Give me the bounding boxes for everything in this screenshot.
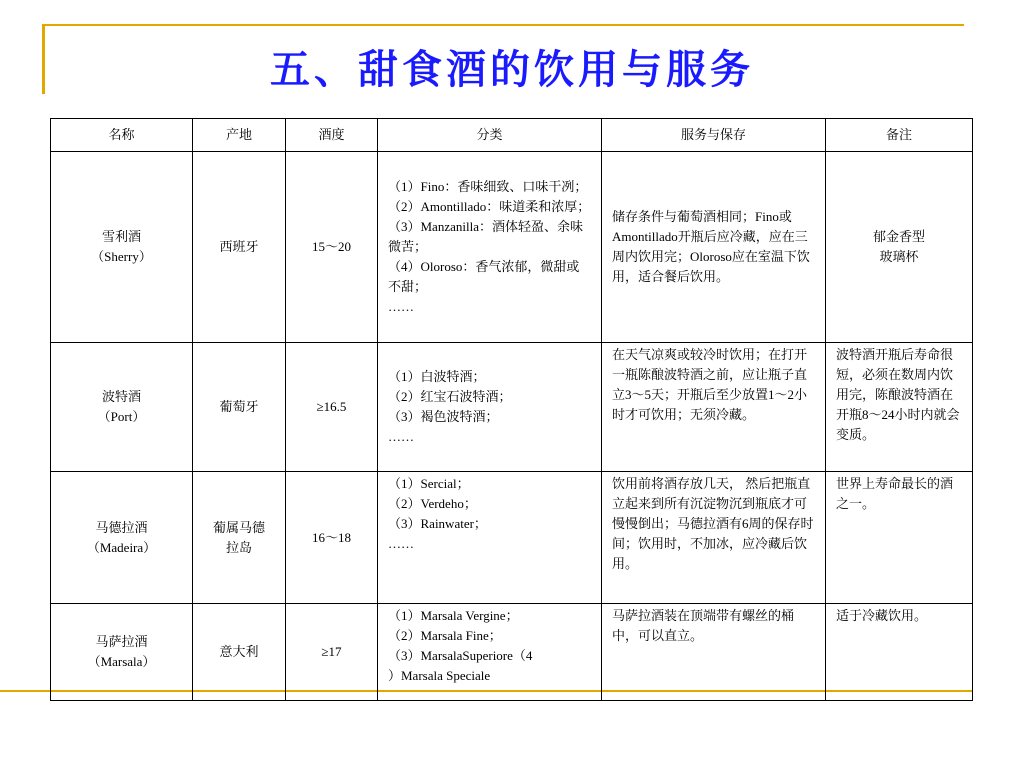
page-title: 五、甜食酒的饮用与服务 [270, 46, 754, 93]
cell-line: （2）Amontillado：味道柔和浓厚； [388, 199, 591, 214]
table-row [51, 604, 973, 701]
header-notes: 备注 [826, 119, 973, 152]
cell-line: 西班牙 [219, 239, 259, 254]
cell-line: 饮用前将酒存放几天， 然后把瓶直立起来到所有沉淀物沉到瓶底才可慢慢倒出；马德拉酒有6周的保存时间；饮用时，不加冰，应冷藏后饮用。 [612, 476, 814, 571]
cell-line: 雪利酒 [101, 229, 141, 244]
cell-line: 世界上寿命最长的酒之一。 [836, 476, 954, 511]
cell-line: （3）褐色波特酒； [388, 409, 499, 424]
cell-notes [826, 343, 973, 472]
cell-name [51, 152, 193, 343]
accent-top-line [42, 24, 964, 26]
table-row [51, 343, 973, 472]
cell-line: （3）Rainwater； [388, 516, 487, 531]
cell-line: （3）Manzanilla：酒体轻盈、余味微苦； [388, 219, 583, 254]
cell-line: （Marsala） [87, 654, 156, 669]
cell-service [602, 472, 826, 604]
cell-line: 马德拉酒 [95, 519, 148, 535]
cell-line: …… [388, 536, 414, 551]
cell-types [378, 343, 602, 472]
cell-line: 郁金香型 [872, 229, 925, 244]
cell-line: 葡属马德 [212, 519, 265, 535]
cell-service [602, 343, 826, 472]
cell-line: （Madeira） [86, 539, 157, 555]
cell-types [378, 152, 602, 343]
cell-notes [826, 472, 973, 604]
cell-notes [826, 152, 973, 343]
cell-line: 储存条件与葡萄酒相同；Fino或Amontillado开瓶后应冷藏，应在三周内饮用完；Oloroso应在室温下饮用，适合餐后饮用。 [612, 209, 810, 284]
cell-service [602, 152, 826, 343]
cell-line: 在天气凉爽或较冷时饮用；在打开一瓶陈酿波特酒之前，应让瓶子直立3～5天；开瓶后至少放置1～2小时才可饮用；无须冷藏。 [612, 347, 808, 422]
cell-line: ）Marsala Speciale [388, 668, 491, 683]
header-name: 名称 [51, 119, 193, 152]
cell-line: （Sherry） [91, 249, 152, 264]
cell-types [378, 472, 602, 604]
cell-line: （1）Sercial； [388, 476, 470, 491]
cell-line: （2）Marsala Fine； [388, 628, 502, 643]
cell-line: 玻璃杯 [879, 249, 919, 264]
cell-line: …… [388, 299, 414, 314]
cell-line: …… [388, 429, 414, 444]
cell-line: 马萨拉酒装在顶端带有螺丝的桶中，可以直立。 [612, 608, 795, 643]
cell-origin [193, 472, 286, 604]
header-abv: 酒度 [286, 119, 378, 152]
header-types: 分类 [378, 119, 602, 152]
cell-notes [826, 604, 973, 701]
cell-abv: ≥17 [286, 604, 378, 701]
cell-origin [193, 152, 286, 343]
cell-line: 适于冷藏饮用。 [836, 608, 928, 623]
wine-table [50, 118, 973, 701]
cell-line: （2）红宝石波特酒； [388, 389, 512, 404]
cell-line: （4）Oloroso：香气浓郁，微甜或不甜； [388, 259, 580, 294]
cell-line: （2）Verdeho； [388, 496, 477, 511]
cell-line: 波特酒 [101, 389, 141, 404]
cell-line: （3）MarsalaSuperiore（4 [388, 648, 533, 663]
cell-line: （Port） [97, 409, 146, 424]
cell-line: 意大利 [219, 644, 259, 659]
cell-line: 波特酒开瓶后寿命很短，必须在数周内饮用完，陈酿波特酒在开瓶8～24小时内就会变质。 [836, 347, 960, 442]
cell-line: （1）Marsala Vergine； [388, 608, 519, 623]
cell-line: 葡萄牙 [219, 399, 259, 414]
table-row [51, 472, 973, 604]
cell-line: （1）Fino：香味细致、口味干冽； [388, 179, 588, 194]
cell-name [51, 343, 193, 472]
header-origin: 产地 [193, 119, 286, 152]
cell-name [51, 604, 193, 701]
cell-service [602, 604, 826, 701]
cell-origin [193, 343, 286, 472]
cell-abv: ≥16.5 [286, 343, 378, 472]
table-row [51, 152, 973, 343]
header-service: 服务与保存 [602, 119, 826, 152]
cell-line: 马萨拉酒 [95, 634, 148, 649]
cell-line: （1）白波特酒； [388, 369, 486, 384]
cell-name [51, 472, 193, 604]
cell-origin [193, 604, 286, 701]
cell-abv: 15～20 [286, 152, 378, 343]
table-header-row [51, 119, 973, 152]
cell-abv: 16～18 [286, 472, 378, 604]
cell-types [378, 604, 602, 701]
cell-line: 拉岛 [225, 539, 252, 555]
